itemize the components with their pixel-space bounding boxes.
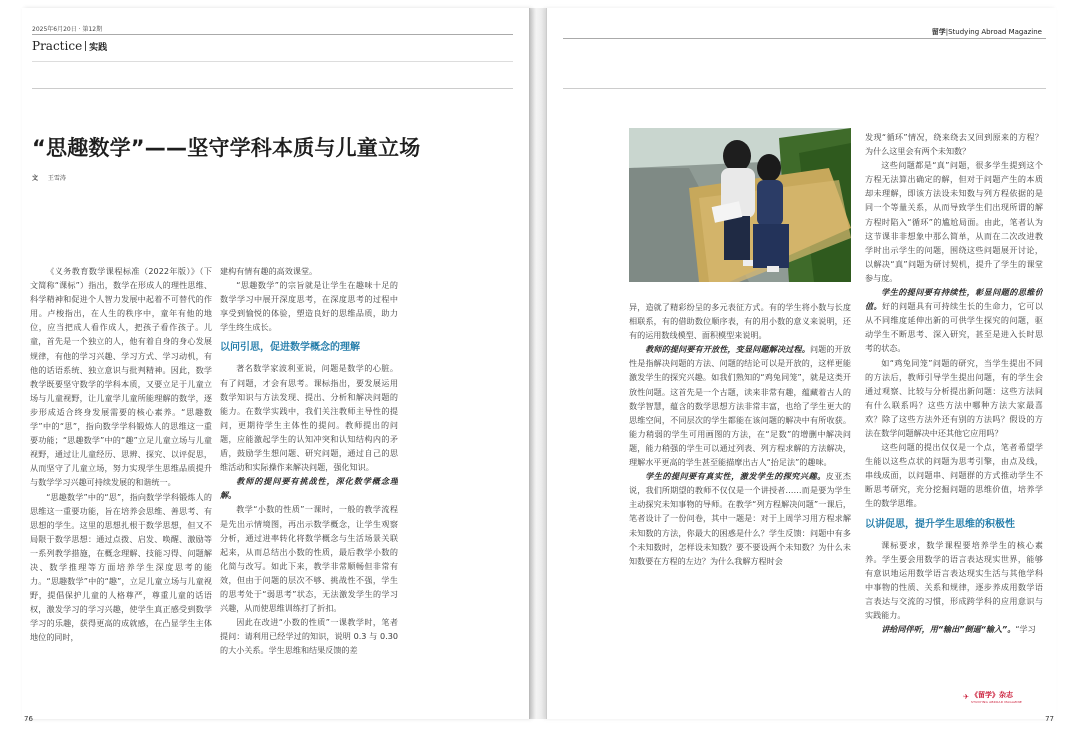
paragraph: 问题的开放性是指解决问题的方法、问题的结论可以是开放的，这样更能激发学生的探究兴趣。如我们熟知的“鸡兔同笼”，就是这类开放性问题。这首先是一个古题，读来非常有趣，蕴藏着古人的数学智慧，蕴含的数学思想方法非常丰富，也给了学生更大的思维空间，不同层次的学生都能在该问题的解决中有所收获。能力稍弱的学生可用画图的方法，在“足数”的增删中解决问题，能力稍强的学生可以通过列表、列方程求解的方法解决，理解水平更高的学生甚至能描摩出古人“抬足法”的趣味。 (629, 344, 851, 468)
magazine-name: 留学|Studying Abroad Magazine (931, 28, 1042, 36)
page-number-right: 77 (1045, 715, 1054, 723)
lead-in: 教师的提问要有挑战性，深化数学概念理解。 (220, 476, 398, 501)
magazine-prefix: 留学 (931, 28, 946, 36)
section-label (32, 39, 107, 53)
subheading: 以讲促思，提升学生思维的积极性 (865, 518, 1015, 530)
paragraph: “思趣数学”中的“思”，指向数学学科锻炼人的思维这一重要功能，旨在培养会思维、善思考、有思想的学生。这里的思想扎根于数学思想，但又不局限于数学思想：通过点拨、启发、唤醒、激励等一系列教学措施，在概念理解、技能习得、问题解决、数学推理等方面培养学生深度思考的能力。“思趣数学”中的“趣”，立足儿童立场与儿童视野，提倡保护儿童的人格尊严，尊重儿童的话语权，激发学习的学习兴趣，使学生真正感受到数学学习的乐趣，获得更高的成就感，在凸显学生主体地位的同时， (30, 491, 212, 643)
photo-image (629, 128, 851, 282)
classroom-photo (629, 128, 851, 282)
paragraph: 皮亚杰说，我们所期望的教师不仅仅是一个讲授者……而是要为学生主动探究未知事物的导师。在教学“列方程解决问题”一课后，笔者设计了一份问卷，其中一题是：对于上周学习用方程求解未知数的方法，你最大的困惑是什么？学生反馈：问题中有多个未知数时，怎样设未知数？要不要设两个未知数？为什么未知数要在方程的左边？为什么我解方程时会 (629, 471, 851, 566)
magazine-title: Studying Abroad Magazine (948, 28, 1042, 36)
section-divider (85, 41, 86, 51)
logo-text: 《留学》杂志 (971, 691, 1014, 699)
paragraph: 建构有情有趣的高效课堂。 (220, 266, 318, 276)
logo-subtext: STUDYING ABROAD MAGAZINE (971, 700, 1022, 704)
page-number-left: 76 (24, 715, 33, 723)
paragraph-tail: “学习 (1015, 624, 1036, 635)
section-en: Practice (32, 39, 83, 53)
paragraph: 因此在改进“小数的性质”一课教学时，笔者提问：请利用已经学过的知识，说明 0.3 与 0.30 的大小关系。学生思维和结果反馈的差 (220, 617, 398, 656)
header-rule (563, 38, 1046, 39)
header-rule (32, 34, 513, 35)
lead-in: 学生的提问要有真实性，激发学生的探究兴趣。 (645, 471, 826, 482)
magazine-logo (963, 690, 1022, 704)
section-rule (32, 61, 513, 62)
right-column-1 (629, 300, 851, 694)
issue-line: 2025年6月20日 · 第12期 (32, 26, 103, 33)
left-page (22, 8, 530, 723)
left-column-1 (30, 264, 212, 682)
left-column-2 (220, 264, 398, 696)
author-label: 文 (32, 175, 39, 182)
article-title: “思趣数学”——坚守学科本质与儿童立场 (32, 136, 421, 160)
paragraph: “思趣数学”的宗旨就是让学生在趣味十足的数学学习中展开深度思考，在深度思考的过程中享受到愉悦的体验，塑造良好的思维品质，助力学生终生成长。 (220, 280, 398, 333)
lead-in: 讲给同伴听，用“输出”倒逼“输入”。 (881, 624, 1016, 635)
top-rule (563, 88, 1046, 89)
right-page (546, 8, 1056, 723)
paragraph: 异，造就了精彩纷呈的多元表征方式。有的学生将小数与长度相联系，有的借助数位顺序表，有的用小数的意义来说明，还有的运用数线模型、面积模型来说明。 (629, 302, 851, 341)
lead-in: 学生的提问要有持续性，彰显问题的思维价值。 (865, 287, 1043, 312)
title-top-rule (32, 88, 513, 89)
author-name: 王雪涛 (47, 175, 66, 182)
paragraph: 这些问题都是“真”问题，很多学生提到这个方程无法算出确定的解，但对于问题产生的本质却未理解，即该方法设未知数与列方程依据的是同一个等量关系，从而导致学生们出现所谓的解方程时陷入“循环”的尴尬局面。由此，笔者认为这节课非非想象中那么简单，从而在二次改进教学时出示学生的问题，围绕这些问题展开讨论，以解决“真”问题为研讨契机，提升了学生的课堂参与度。 (865, 160, 1043, 283)
subheading: 以问引思，促进数学概念的理解 (220, 342, 360, 354)
paragraph: 《义务教育数学课程标准（2022年版）》（下文简称“课标”）指出，数学在形成人的理性思维、科学精神和促进个人智力发展中起着不可替代的作用。卢梭指出，在人生的秩序中，童年有他的地位，应当把成人看作成人，把孩子看作孩子。儿童，首先是一个独立的人，他有着自身的身心发展规律，有他的学习兴趣、学习方式、学习动机，有他的话语系统、独立意识与批判精神。因此，数学教学既要坚守数学的学科本质，又要立足于儿童立场与儿童视野，让儿童学儿童所能理解的数学，逐步形成适合终身发展需要的核心素养。“思趣数学”中的“思”，指向数学学科锻炼人的思维这一重要功能；“思趣数学”中的“趣”立足儿童立场与儿童视野，通过让儿童经历、思辨、探究、以评促思，从而坚守了儿童立场，努力实现学生思维品质提升与数学学习兴趣可持续发展的和谐统一。 (30, 266, 212, 488)
paragraph: 课标要求，数学课程要培养学生的核心素养。学生要会用数学的语言表达现实世界，能够有意识地运用数学语言表达现实生活与其他学科中事物的性质、关系和规律，逐步养成用数学语言表达与交流的习惯，形成跨学科的应用意识与实践能力。 (865, 539, 1043, 620)
paragraph: 这些问题的提出仅仅是一个点，笔者希望学生能以这些点状的问题为思考引擎，由点及线，串线成面，以问题串、问题群的方式推动学生不断思考研究，充分挖掘问题的思维价值，培养学生的数学思维。 (865, 442, 1043, 509)
paragraph: 发现“循环”情况，绕来绕去又回到原来的方程？为什么这里会有两个未知数？ (865, 132, 1043, 157)
section-zh: 实践 (89, 42, 108, 53)
paragraph: 著名数学家波利亚说，问题是数学的心脏。有了问题，才会有思考。课标指出，要发展运用数学知识与方法发现、提出、分析和解决问题的能力。在数学实践中，我们关注教师主导性的提问，更期待学生主体性的提问。教师提出的问题，应能激起学生的认知冲突和认知结构内的矛盾，鼓励学生想问题、研究问题，通过自己的思维活动和实际操作来解决问题，强化知识。 (220, 363, 398, 473)
paragraph: 好的问题具有可持续生长的生命力，它可以从不同维度延伸出新的可供学生探究的问题，驱动学生不断思考、深入研究，甚至是进入长时思考的状态。 (865, 301, 1043, 354)
right-column-2 (865, 130, 1043, 694)
paragraph: 如“鸡兔同笼”问题的研究，当学生提出不同的方法后，教师引导学生提出问题，有的学生会通过观察、比较与分析提出新问题：这些方法间有什么联系吗？这些方法中哪种方法大家最喜欢？除了这些方法外还有别的方法吗？假设的方法在数学问题解决中还其他它应用吗？ (865, 357, 1043, 438)
author-line (32, 173, 66, 182)
paragraph: 教学“小数的性质”一课时，一般的教学流程是先出示情境图，再出示数学概念，让学生观察分析，通过进率转化将数学概念与生活场景关联起来，从而总结出小数的性质，最后教学小数的化简与改写。如此下来，教学非常顺畅但非常有效，但由于问题的层次不够、挑战性不强，学生的思考处于“弱思考”状态，无法激发学生的学习兴趣，从而使思维训练打了折扣。 (220, 504, 398, 614)
lead-in: 教师的提问要有开放性，变显问题解决过程。 (645, 344, 810, 355)
spine-gutter (530, 8, 546, 719)
plane-icon: ✈ (963, 693, 970, 701)
